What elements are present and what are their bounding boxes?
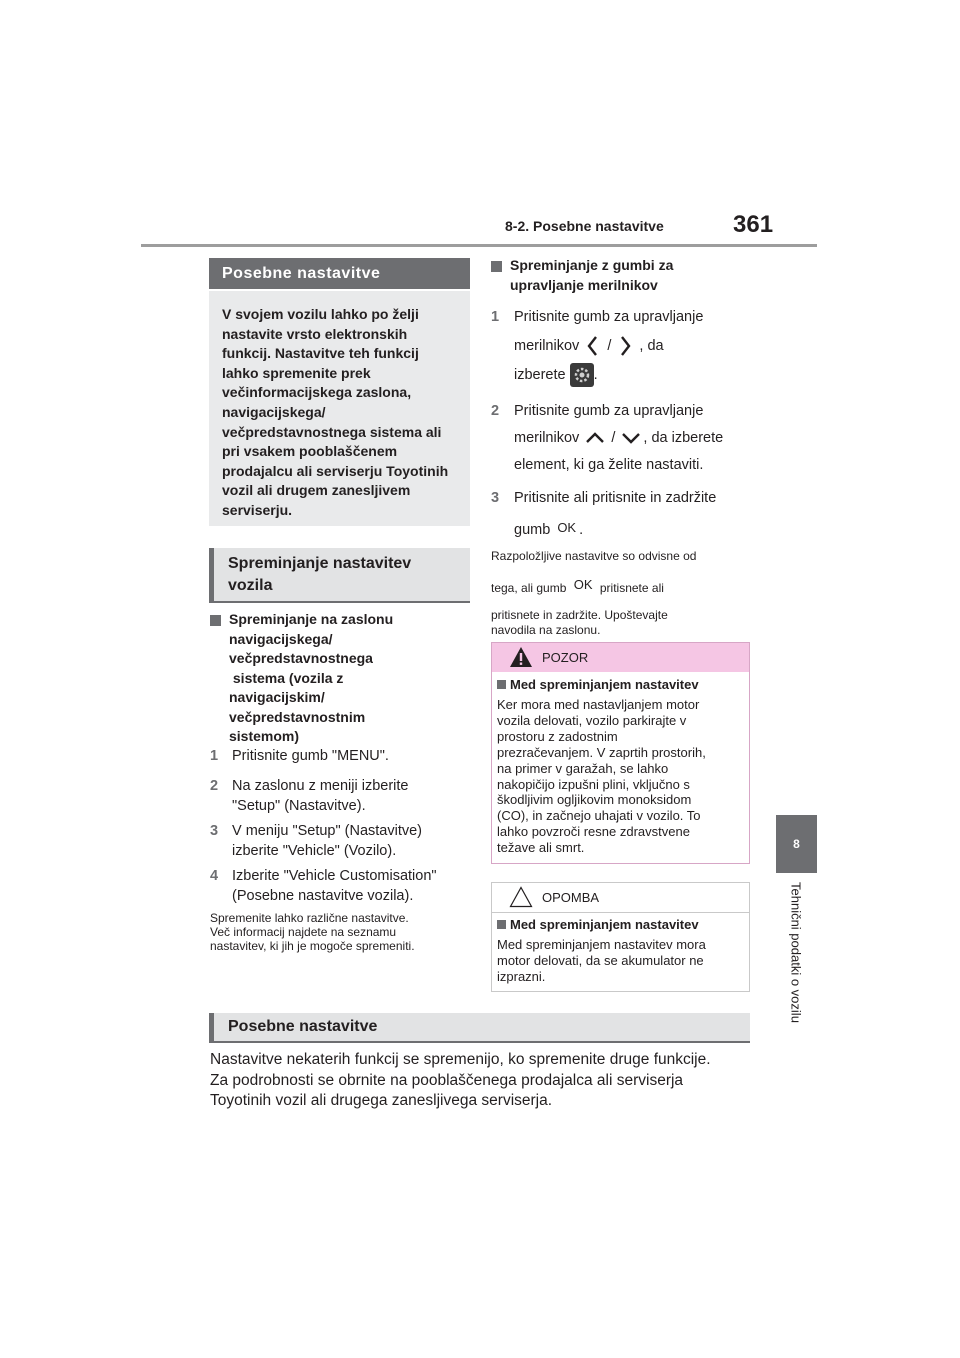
heading-vehicle-line: vozila: [228, 577, 273, 594]
chevron-up-icon: [583, 429, 607, 447]
step-text: Pritisnite gumb za upravljanje: [514, 309, 704, 325]
caution-body: [497, 697, 747, 856]
caution-line: na primer v garažah, se lahko: [497, 760, 669, 776]
step-number: 1: [210, 748, 219, 764]
caution-header: [492, 643, 749, 672]
bullet-square-icon: [497, 680, 506, 689]
heading-posebne-nastavitve: Posebne nastavitve: [209, 258, 470, 289]
step-4: [210, 866, 470, 906]
note-line: tega, ali gumb: [491, 581, 567, 595]
step-text: element, ki ga želite nastaviti.: [514, 457, 704, 473]
notice-line: izprazni.: [497, 968, 546, 984]
notice-line: Med spreminjanjem nastavitev mora: [497, 937, 706, 952]
chevron-right-icon: [615, 334, 635, 358]
caution-line: Ker mora med nastavljanjem motor: [497, 697, 700, 712]
heading-bottom-posebne-nastavitve: Posebne nastavitve: [209, 1013, 750, 1043]
right-step-2: [491, 398, 751, 479]
chapter-side-label-text: Tehnični podatki o vozilu: [788, 882, 804, 1023]
caution-line: nakopičijo izpušni plini, vključno s: [497, 776, 690, 792]
step-text: .: [593, 367, 598, 383]
subheading-navigation-screen: [210, 610, 470, 747]
notice-line: motor delovati, da se akumulator ne: [497, 952, 704, 968]
subheading-line: navigacijskim/: [229, 689, 325, 705]
caution-subtitle: [497, 677, 699, 692]
step-text: /: [607, 338, 612, 354]
note-line: nastavitev, ki jih je mogoče spremeniti.: [210, 939, 415, 953]
note-line: pritisnete ali: [599, 581, 664, 595]
step-text: , da izberete: [643, 430, 724, 446]
caution-line: težave ali smrt.: [497, 840, 585, 856]
section-title: 8-2. Posebne nastavitve: [505, 218, 664, 234]
right-step-3: [491, 484, 751, 545]
paragraph-line: Nastavitve nekaterih funkcij se spremenijo, ko spremenite druge funkcije.: [210, 1051, 711, 1068]
bottom-paragraph: [210, 1050, 770, 1112]
notice-subtitle: [497, 917, 699, 932]
notice-title: OPOMBA: [542, 890, 600, 905]
step-text: Pritisnite gumb "MENU".: [232, 748, 389, 764]
caution-line: vozila delovati, vozilo parkirajte v: [497, 712, 687, 728]
notice-box: [491, 882, 750, 992]
notice-subtitle-text: Med spreminjanjem nastavitev: [510, 917, 699, 932]
step-text: merilnikov: [514, 430, 580, 446]
subheading-line: Spreminjanje na zaslonu: [229, 611, 394, 627]
subheading-line: sistemom): [229, 728, 300, 744]
chevron-left-icon: [583, 334, 603, 358]
step-1: [210, 746, 470, 766]
step-2: [210, 776, 470, 816]
step-text: Pritisnite gumb za upravljanje: [514, 403, 704, 419]
subheading-line: večpredstavnostnim: [229, 708, 366, 725]
subheading-line: večpredstavnostnega: [229, 650, 373, 666]
step-number: 2: [491, 403, 500, 419]
caution-line: škodljivim ogljikovim monoksidom: [497, 792, 692, 808]
bullet-square-icon: [497, 920, 506, 929]
step-text: gumb: [514, 522, 551, 538]
step-text: izberete: [514, 367, 566, 383]
step-text: (Posebne nastavitve vozila).: [232, 888, 414, 904]
ok-button-label: OK: [573, 577, 593, 592]
step-number: 3: [210, 823, 219, 839]
note-line: navodila na zaslonu.: [491, 623, 601, 637]
chapter-side-label: [786, 882, 806, 1062]
step-text: Izberite "Vehicle Customisation": [232, 868, 437, 884]
step-number: 4: [210, 868, 219, 884]
settings-gear-icon: [570, 363, 594, 387]
caution-line: (CO), in začnejo uhajati v vozilo. To: [497, 808, 701, 824]
subheading-line: sistema (vozila z: [229, 669, 344, 686]
chapter-tab[interactable]: 8: [776, 815, 817, 873]
step-number: 3: [491, 490, 500, 506]
warning-triangle-icon: [509, 646, 533, 668]
step-text: "Setup" (Nastavitve).: [232, 798, 366, 814]
step-text: Na zaslonu z meniji izberite: [232, 778, 409, 794]
bullet-square-icon: [491, 261, 502, 272]
heading-vehicle-line: Spreminjanje nastavitev: [228, 555, 412, 572]
step-text: merilnikov: [514, 338, 580, 354]
right-note: [491, 549, 753, 638]
heading-vehicle-settings: [209, 548, 470, 603]
left-note: [210, 911, 472, 953]
ok-button-label: OK: [557, 520, 577, 535]
notice-header: [492, 883, 749, 913]
right-step-1: [491, 303, 751, 390]
step-text: .: [579, 522, 584, 538]
chevron-down-icon: [619, 429, 643, 447]
caution-box: [491, 642, 750, 864]
subheading-gauge-buttons: [491, 256, 751, 295]
paragraph-line: Toyotinih vozil ali drugega zanesljivega serviserja.: [210, 1092, 553, 1109]
page-number: 361: [733, 211, 774, 238]
notice-body: [497, 937, 747, 985]
header-divider: [141, 244, 817, 247]
step-3: [210, 821, 470, 861]
caution-title: POZOR: [542, 650, 589, 665]
caution-line: prezračevanjem. V zaprtih prostorih,: [497, 744, 706, 760]
note-line: pritisnete in zadržite. Upoštevajte: [491, 608, 668, 622]
step-text: , da: [639, 338, 664, 354]
notice-triangle-icon: [509, 886, 533, 908]
note-line: Spremenite lahko različne nastavitve.: [210, 911, 409, 925]
caution-subtitle-text: Med spreminjanjem nastavitev: [510, 677, 699, 692]
note-line: Več informacij najdete na seznamu: [210, 925, 397, 939]
step-text: Pritisnite ali pritisnite in zadržite: [514, 490, 717, 506]
subheading-line: upravljanje merilnikov: [510, 276, 658, 293]
subheading-line: navigacijskega/: [229, 630, 333, 647]
paragraph-line: Za podrobnosti se obrnite na pooblaščenega prodajalca ali serviserja: [210, 1071, 684, 1089]
step-text: izberite "Vehicle" (Vozilo).: [232, 843, 397, 859]
subheading-line: Spreminjanje z gumbi za: [510, 257, 674, 273]
step-text: V meniju "Setup" (Nastavitve): [232, 823, 423, 839]
step-text: /: [611, 430, 616, 446]
caution-line: lahko povzroči resne zdravstvene: [497, 824, 690, 840]
step-number: 2: [210, 778, 219, 794]
intro-box: V svojem vozilu lahko po želji nastavite vrsto elektronskih funkcij. Nastavitve teh funkcij lahko spremenite prek večinformacijskega zaslona, navigacijskega/ večpredstavnostnega sistema ali pri vsakem pooblaščenem prodajalcu ali serviserju Toyotinih vozil ali drugem zanesljivem serviserju.: [209, 291, 470, 526]
note-line: Razpoložljive nastavitve so odvisne od: [491, 549, 697, 563]
bullet-square-icon: [210, 615, 221, 626]
step-number: 1: [491, 309, 500, 325]
caution-line: prostoru z zadostnim: [497, 728, 618, 744]
